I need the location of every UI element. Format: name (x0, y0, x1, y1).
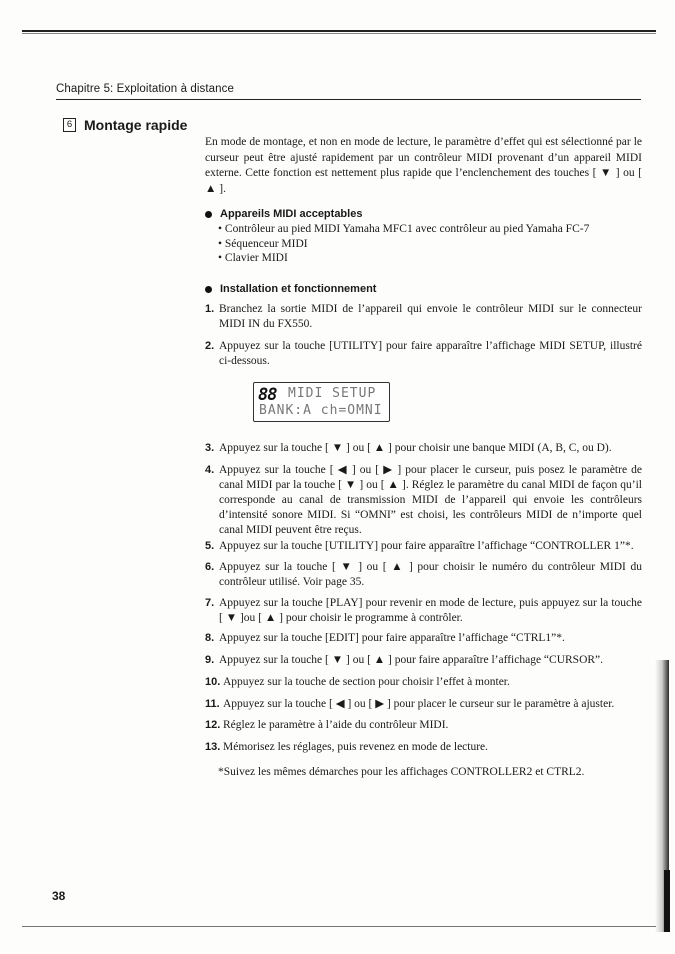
step-11 (205, 697, 642, 712)
intro-paragraph: En mode de montage, et non en mode de lecture, le paramètre d’effet qui est sélectionné par le curseur peut être ajusté rapidement par un contrôleur MIDI provenant d’un appareil MIDI externe. Cette fonction est nettement plus rapide que l’enclenchement des touches [ ▼ ] ou [ ▲ ]. (205, 136, 642, 195)
lcd-line-1: MIDI SETUP (288, 386, 377, 401)
section-title (63, 117, 187, 133)
step-number: 5. (205, 540, 215, 552)
step-8 (205, 631, 642, 646)
section-number: 6 (63, 118, 76, 132)
step-6 (205, 560, 642, 590)
step-5 (205, 539, 642, 554)
devices-heading (205, 208, 362, 220)
bullet-icon (205, 211, 212, 218)
step-number: 2. (205, 340, 215, 352)
step-text: Réglez le paramètre à l’aide du contrôleur MIDI. (223, 719, 449, 731)
step-text: Branchez la sortie MIDI de l’appareil qui envoie le contrôleur MIDI sur le connecteur MIDI IN du FX550. (219, 303, 642, 330)
lcd-digits: 88 (258, 385, 277, 405)
step-number: 6. (205, 561, 215, 573)
step-9 (205, 653, 642, 668)
step-number: 11. (205, 698, 220, 710)
step-3 (205, 441, 642, 456)
list-item: • Clavier MIDI (218, 252, 288, 264)
step-text: Appuyez sur la touche [ ◀ ] ou [ ▶ ] pour placer le curseur, puis posez le paramètre de canal MIDI par la touche [ ▼ ] ou [ ▲ ]. Réglez le paramètre du canal MIDI de façon qu’il corresponde au canal de transmission MIDI de l’appareil qui envoie les contrôleurs d’intensité sonore MIDI. Si “OMNI” est choisi, les contrôleurs MIDI de n’importe quel canal MIDI peuvent être reçus. (219, 464, 642, 536)
step-number: 4. (205, 464, 215, 476)
step-number: 10. (205, 676, 221, 688)
chapter-header: Chapitre 5: Exploitation à distance (56, 83, 235, 95)
install-heading-text: Installation et fonctionnement (220, 283, 377, 295)
step-text: Appuyez sur la touche de section pour choisir l’effet à monter. (223, 676, 510, 688)
top-rule-thin (22, 33, 656, 34)
step-number: 7. (205, 597, 215, 609)
step-text: Appuyez sur la touche [UTILITY] pour faire apparaître l’affichage MIDI SETUP, illustré ci-dessous. (219, 340, 642, 367)
step-text: Appuyez sur la touche [ ▼ ] ou [ ▲ ] pour faire apparaître l’affichage “CURSOR”. (219, 654, 604, 666)
install-heading (205, 283, 376, 295)
step-text: Mémorisez les réglages, puis revenez en mode de lecture. (223, 741, 489, 753)
step-10 (205, 675, 642, 690)
step-7 (205, 596, 642, 626)
page-edge-dark (664, 870, 670, 932)
step-number: 13. (205, 741, 221, 753)
section-title-text: Montage rapide (84, 117, 188, 133)
step-4 (205, 463, 642, 538)
step-number: 9. (205, 654, 215, 666)
lcd-display (253, 382, 390, 422)
step-text: Appuyez sur la touche [ ▼ ] ou [ ▲ ] pour choisir le numéro du contrôleur MIDI du contrôleur utilisé. Voir page 35. (219, 561, 642, 588)
step-text: Appuyez sur la touche [PLAY] pour revenir en mode de lecture, puis appuyez sur la touche [ ▼ ]ou [ ▲ ] pour choisir le programme à contrôler. (219, 597, 642, 624)
step-text: Appuyez sur la touche [UTILITY] pour faire apparaître l’affichage “CONTROLLER 1”*. (219, 540, 634, 552)
bottom-rule (22, 926, 656, 927)
step-text: Appuyez sur la touche [EDIT] pour faire apparaître l’affichage “CTRL1”*. (219, 632, 565, 644)
footnote: *Suivez les mêmes démarches pour les affichages CONTROLLER2 et CTRL2. (218, 766, 585, 778)
step-text: Appuyez sur la touche [ ▼ ] ou [ ▲ ] pour choisir une banque MIDI (A, B, C, ou D). (219, 442, 612, 454)
page-number: 38 (52, 889, 66, 903)
step-number: 8. (205, 632, 215, 644)
step-text: Appuyez sur la touche [ ◀ ] ou [ ▶ ] pour placer le curseur sur le paramètre à ajuster. (223, 698, 615, 710)
list-item: • Séquenceur MIDI (218, 237, 308, 250)
step-12 (205, 718, 642, 733)
lcd-line-2: BANK:A ch=OMNI (259, 403, 383, 418)
step-number: 1. (205, 303, 215, 315)
bullet-icon (205, 286, 212, 293)
chapter-rule (56, 99, 641, 100)
step-1 (205, 302, 642, 332)
step-number: 3. (205, 442, 215, 454)
step-13 (205, 740, 642, 755)
devices-heading-text: Appareils MIDI acceptables (220, 208, 363, 220)
devices-list (218, 222, 638, 266)
list-item: • Contrôleur au pied MIDI Yamaha MFC1 avec contrôleur au pied Yamaha FC-7 (218, 223, 590, 235)
top-rule (22, 30, 656, 32)
step-2 (205, 339, 642, 369)
step-number: 12. (205, 719, 221, 731)
